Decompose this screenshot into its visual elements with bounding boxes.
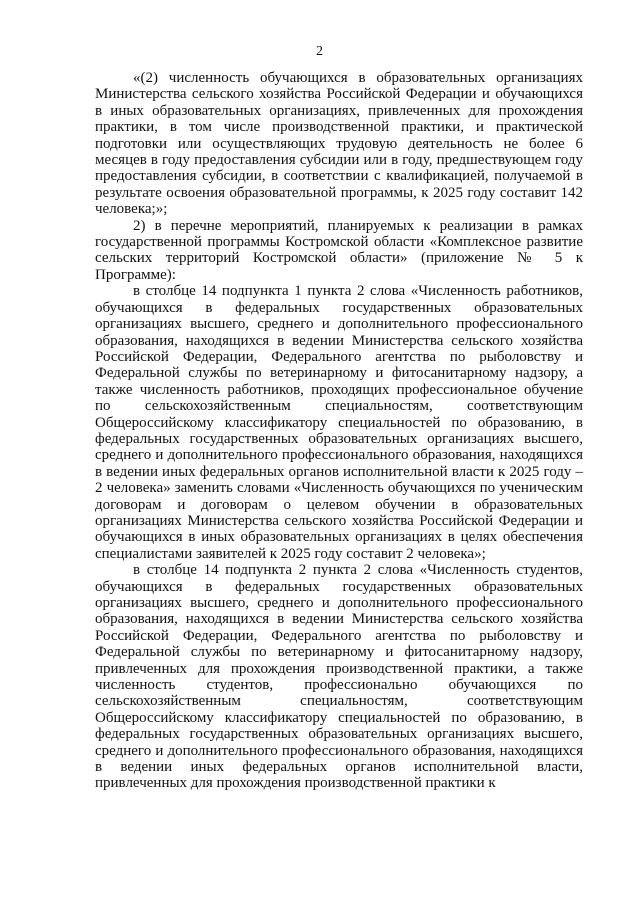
paragraph-item-2-definition: «(2) численность обучающихся в образовательных организациях Министерства сельского хозяйства Российской Федерации и обучающихся в иных образовательных организациях, привлеченных для прохождения практики, в том числе производственной практики, и практической подготовки или осуществляющих трудовую деятельность не более 6 месяцев в году предоставления субсидии или в году, предшествующем году предоставления субсидии, в соответствии с квалификацией, получаемой в результате освоения образовательной программы, к 2025 году составит 142 человека;»; bbox=[95, 70, 583, 218]
paragraph-column-14-subitem-2: в столбце 14 подпункта 2 пункта 2 слова «Численность студентов, обучающихся в федеральных государственных образовательных организациях высшего, среднего и дополнительного профессионального образования, находящихся в ведении Министерства сельского хозяйства Российской Федерации, Федерального агентства по рыболовству и Федеральной службы по ветеринарному и фитосанитарному надзору, привлеченных для прохождения производственной практики, а также численность студентов, профессионально обучающихся по сельскохозяйственным специальностям, соответствующим Общероссийскому классификатору специальностей по образованию, в федеральных государственных образовательных организациях высшего, среднего и дополнительного профессионального образования, находящихся в ведении иных федеральных органов исполнительной власти, привлеченных для прохождения производственной практики к bbox=[95, 562, 583, 792]
page-number: 2 bbox=[316, 44, 323, 59]
paragraph-measures-list: 2) в перечне мероприятий, планируемых к реализации в рамках государственной программы Костромской области «Комплексное развитие сельских территорий Костромской области» (приложение № 5 к Программе): bbox=[95, 217, 583, 283]
paragraph-column-14-subitem-1: в столбце 14 подпункта 1 пункта 2 слова «Численность работников, обучающихся в федеральных государственных образовательных организациях высшего, среднего и дополнительного профессионального образования, находящихся в ведении Министерства сельского хозяйства Российской Федерации, Федерального агентства по рыболовству и Федеральной службы по ветеринарному и фитосанитарному надзору, а также численность работников, проходящих профессиональное обучение по сельскохозяйственным специальностям, соответствующим Общероссийскому классификатору специальностей по образованию, в федеральных государственных образовательных организациях высшего, среднего и дополнительного профессионального образования, находящихся в ведении иных федеральных органов исполнительной власти к 2025 году – 2 человека» заменить словами «Численность обучающихся по ученическим договорам и договорам о целевом обучении в образовательных организациях Министерства сельского хозяйства Российской Федерации и обучающихся в иных образовательных организациях в целях обеспечения специалистами заявителей к 2025 году составит 2 человека»; bbox=[95, 283, 583, 562]
document-body bbox=[95, 70, 583, 792]
